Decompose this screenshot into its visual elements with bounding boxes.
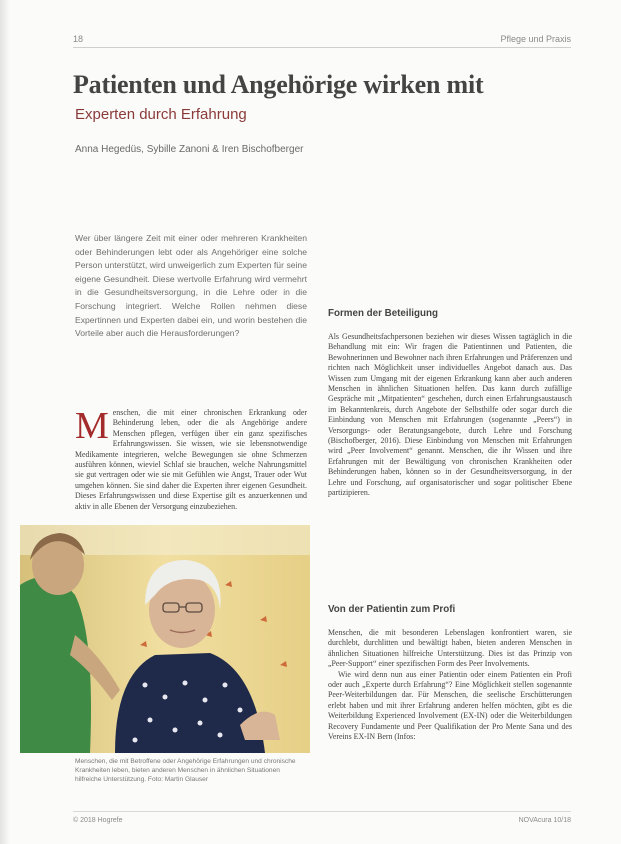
section-heading-participation: Formen der Beteiligung bbox=[328, 308, 438, 319]
section-participation bbox=[328, 332, 572, 499]
photo-caption: Menschen, die mit Betroffene oder Angehörige Erfahrungen und chronische Krankheiten leben, bieten anderen Menschen in ähnlichen Situationen hilfreiche Unterstützung. Foto: Martin Glauser bbox=[75, 758, 296, 783]
page-number: 18 bbox=[73, 34, 84, 44]
section-patient-to-pro bbox=[328, 628, 572, 742]
intro-text: enschen, die mit einer chronischen Erkrankung oder Behinderung leben, oder die als Angehörige andere Menschen pflegen, verfügen über ein ganz spezifisches Erfahrungswissen. Sie wissen, wie sie lebensnotwendige Medikamente integrieren, welche Bewegungen sie ohne Schmerzen ausführen können, wieviel Schlaf sie brauchen, welche Nahrungsmittel sie gut vertragen oder wie sie mit Gefühlen wie Angst, Trauer oder Wut umgehen können. Sie sind daher die Experten ihrer eigenen Gesundheit. Dieses Erfahrungswissen und diese Expertise gilt es anzuerkennen und aktiv in alle Ebenen der Versorgung einzubeziehen. bbox=[75, 408, 307, 511]
lead-paragraph: Wer über längere Zeit mit einer oder mehreren Krankheiten oder Behinderungen lebt oder als Angehöriger eine solche Person unterstützt, wird unweigerlich zum Experten für seine eigene Gesundheit. Diese wertvolle Erfahrung wird vermehrt in die Gesundheitsversorgung, in die Lehre oder in die Forschung integriert. Welche Rollen nehmen diese Expertinnen und Experten dabei ein, und worin bestehen die Vorteile aber auch die Herausforderungen? bbox=[75, 233, 307, 339]
article-title: Patienten und Angehörige wirken mit bbox=[73, 70, 484, 99]
drop-cap: M bbox=[75, 405, 109, 447]
photo-illustration bbox=[20, 525, 310, 753]
section-patient-to-pro-text-1: Menschen, die mit besonderen Lebenslagen konfrontiert waren, sie durchlebt, durchlitten und bewältigt haben, bieten anderen Menschen in ähnlichen Situationen hilfreiche Unterstützung. Dies ist das Prinzip von „Peer-Support“ einer spezifischen Form des Peer Involvements. bbox=[328, 628, 572, 669]
article-subtitle: Experten durch Erfahrung bbox=[75, 106, 247, 123]
section-heading-patient-to-pro: Von der Patientin zum Profi bbox=[328, 604, 456, 615]
article-photo bbox=[20, 525, 310, 753]
article-authors: Anna Hegedüs, Sybille Zanoni & Iren Bischofberger bbox=[75, 144, 304, 155]
footer-issue: NOVAcura 10/18 bbox=[518, 817, 571, 824]
section-patient-to-pro-text-2: Wie wird denn nun aus einer Patientin oder einem Patienten ein Profi oder auch „Experte durch Erfahrung“? Eine Möglichkeit stellen sogenannte Peer-Weiterbildungen dar. Für Menschen, die seelische Erschütterungen erlebt haben und mit ihrer Erfahrung anderen helfen möchten, gibt es die Weiterbildung Experienced Involvement (EX-IN) oder die Weiterbildungen Recovery Fundamente und Peer Qualifikation der Pro Mente Sana und des Vereins EX-IN Bern (Infos: bbox=[328, 669, 572, 742]
section-participation-text: Als Gesundheitsfachpersonen beziehen wir dieses Wissen tagtäglich in die Behandlung mit ein: Wir fragen die Patientinnen und Patienten, die Bewohnerinnen und Bewohner nach ihren Erfahrungen und Präferenzen und richten nach Möglichkeit unser individuelles Angebot danach aus. Das Wissen zum Umgang mit der eigenen Erkrankung kann aber auch anderen Menschen in ähnlichen Situationen helfen. Das kann durch zufällige Gespräche mit „Mitpatienten“ geschehen, durch einen Erfahrungsaustausch im Bekanntenkreis, durch Angebote der Selbsthilfe oder sogar durch die Einbindung von Menschen mit Erfahrungen (sogenannte „Peers“) in Versorgungs- oder Beratungsangebote, durch Lehre und Forschung (Bischofberger, 2016). Diese Einbindung von Menschen mit Erfahrungen wird „Peer Involvement“ genannt. Menschen, die ihr Wissen und ihre Erfahrungen mit der Bewältigung von chronischen Krankheiten oder Behinderungen haben, können so in der Gesundheitsversorgung, in der Lehre und Forschung, auf organisatorischer und sogar politischer Ebene partizipieren. bbox=[328, 332, 572, 498]
section-label: Pflege und Praxis bbox=[500, 34, 571, 44]
footer-copyright: © 2018 Hogrefe bbox=[73, 817, 123, 824]
header-rule bbox=[73, 47, 571, 48]
footer-rule bbox=[73, 811, 571, 812]
intro-paragraph bbox=[75, 405, 307, 512]
gutter-shadow bbox=[0, 0, 10, 844]
